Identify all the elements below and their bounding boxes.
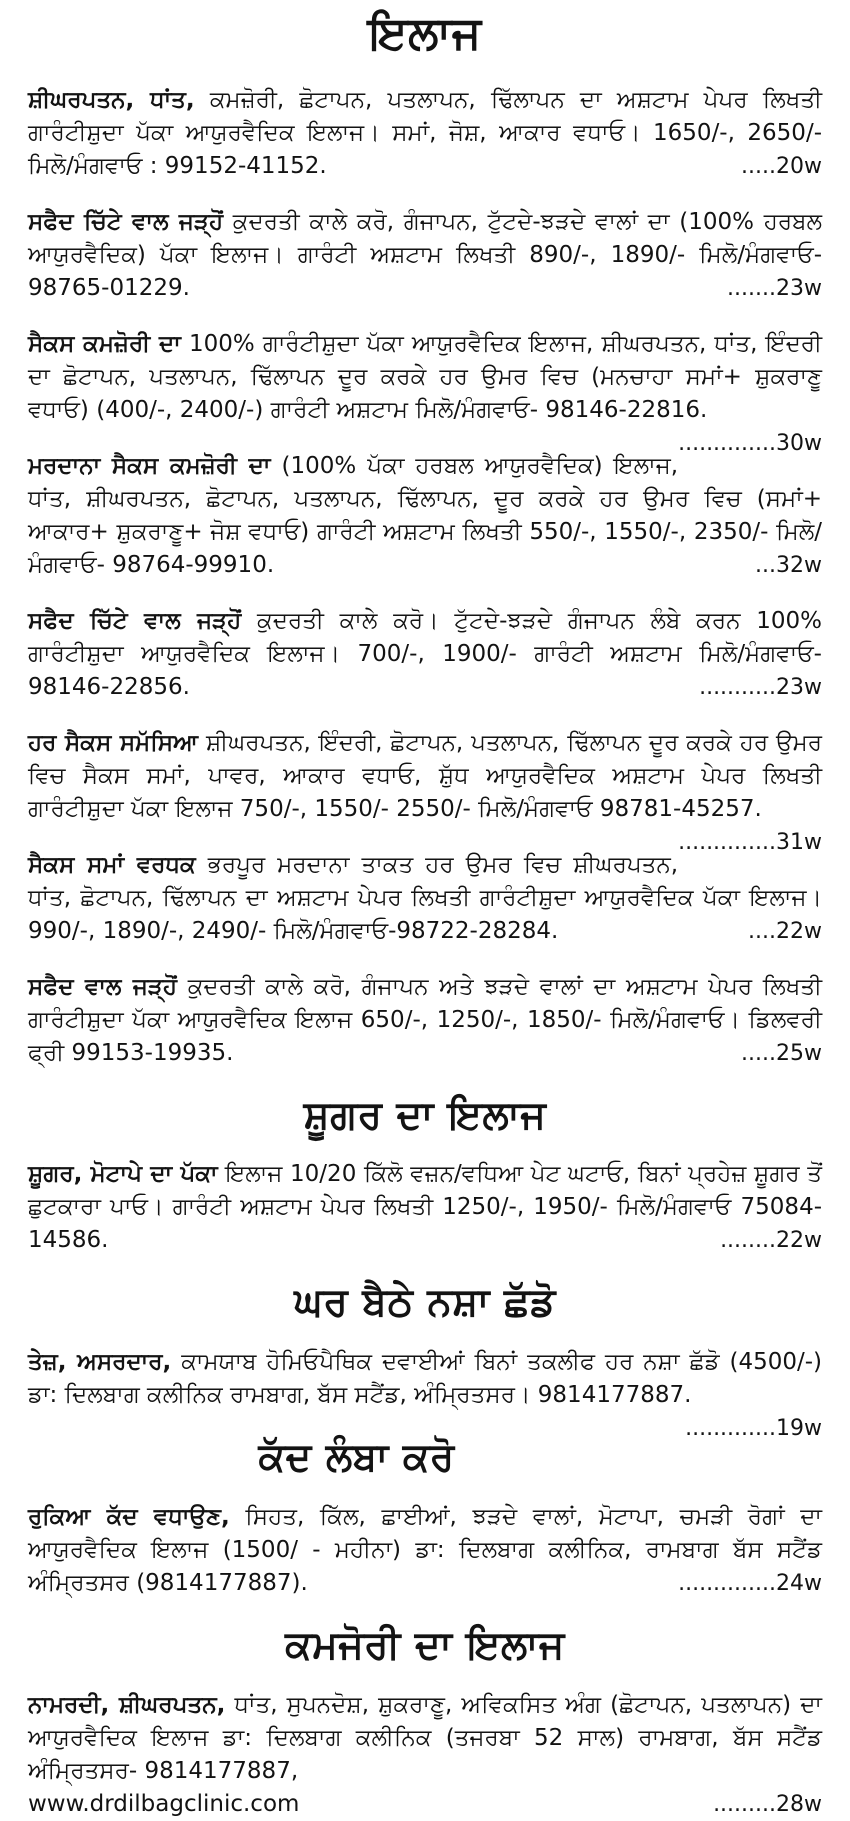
ad-word-count-tag: ........22w [720,1228,822,1254]
classified-ad [28,971,822,1070]
classified-ad [28,605,822,704]
classified-ad [28,84,822,183]
ad-lead: ਨਾਮਰਦੀ, ਸ਼ੀਘਰਪਤਨ, [28,1691,226,1718]
ad-body: ਕਾਮਯਾਬ ਹੋਮਿਓਪੈਥਿਕ ਦਵਾਈਆਂ ਬਿਨਾਂ ਤਕਲੀਫ ਹਰ ਨਸ਼ਾ ਛੱਡੋ (4500/-) ਡਾ: ਦਿਲਬਾਗ ਕਲੀਨਿਕ ਰਾਮਬਾਗ, ਬੱਸ ਸਟੈਂਡ, ਅੰਮ੍ਰਿਤਸਰ। 9814177887. [28,1349,823,1409]
ad-word-count-tag: ...32w [755,552,822,578]
ad-word-count-tag: .............19w [685,1416,822,1442]
ad-lead: ਸ਼ੂਗਰ, ਮੋਟਾਪੇ ਦਾ ਪੱਕਾ [28,1161,218,1188]
ad-lead: ਸੈਕਸ ਕਮਜ਼ੋਰੀ ਦਾ [28,330,181,357]
classified-ad [28,849,822,948]
ad-footer-row [28,1788,822,1821]
ad-lead: ਸਫੈਦ ਵਾਲ ਜੜ੍ਹੋਂ [28,973,178,1000]
ad-lead: ਸਫੈਦ ਚਿੱਟੇ ਵਾਲ ਜੜ੍ਹੋਂ [28,607,242,634]
classified-ad [28,1158,822,1257]
classified-ad [28,1689,822,1788]
ad-body: ਸ਼ੀਘਰਪਤਨ, ਇੰਦਰੀ, ਛੋਟਾਪਨ, ਪਤਲਾਪਨ, ਢਿੱਲਾਪਨ ਦੂਰ ਕਰਕੇ ਹਰ ਉਮਰ ਵਿਚ ਸੈਕਸ ਸਮਾਂ, ਪਾਵਰ, ਆਕਾਰ ਵਧਾਓ, ਸ਼ੁੱਧ ਆਯੁਰਵੈਦਿਕ ਅਸ਼ਟਾਮ ਪੇਪਰ ਲਿਖਤੀ ਗਾਰੰਟੀਸ਼ੁਦਾ ਪੱਕਾ ਇਲਾਜ 750/-, 1550/- 2550/- ਮਿਲੋ/ਮੰਗਵਾਓ 98781-45257. [28,729,823,822]
ad-lead: ਸੈਕਸ ਸਮਾਂ ਵਰਧਕ [28,851,196,878]
section-heading-quit-addiction: ਘਰ ਬੈਠੇ ਨਸ਼ਾ ਛੱਡੋ [294,1280,556,1326]
ad-word-count-tag: ....22w [748,918,822,944]
section-heading-weakness-treatment: ਕਮਜੋਰੀ ਦਾ ਇਲਾਜ [285,1623,565,1669]
ad-lead: ਮਰਦਾਨਾ ਸੈਕਸ ਕਮਜ਼ੋਰੀ ਦਾ [28,452,271,479]
ad-lead: ਤੇਜ਼, ਅਸਰਦਾਰ, [28,1349,172,1376]
ad-word-count-tag: ..............24w [678,1571,822,1597]
ad-body: 100% ਗਾਰੰਟੀਸ਼ੁਦਾ ਪੱਕਾ ਆਯੁਰਵੈਦਿਕ ਇਲਾਜ, ਸ਼ੀਘਰਪਤਨ, ਧਾਂਤ, ਇੰਦਰੀ ਦਾ ਛੋਟਾਪਨ, ਪਤਲਾਪਨ, ਢਿੱਲਾਪਨ ਦੂਰ ਕਰਕੇ ਹਰ ਉਮਰ ਵਿਚ (ਮਨਚਾਹਾ ਸਮਾਂ+ ਸ਼ੁਕਰਾਣੂ ਵਧਾਓ) (400/-, 2400/-) ਗਾਰੰਟੀ ਅਸ਼ਟਾਮ ਮਿਲੋ/ਮੰਗਵਾਓ- 98146-22816. [28,330,822,423]
ad-body: ਕੁਦਰਤੀ ਕਾਲੇ ਕਰੋ। ਟੁੱਟਦੇ-ਝੜਦੇ ਗੰਜਾਪਨ ਲੰਬੇ ਕਰਨ 100% ਗਾਰੰਟੀਸ਼ੁਦਾ ਆਯੁਰਵੈਦਿਕ ਇਲਾਜ। 700/-, 1900/- ਗਾਰੰਟੀ ਅਸ਼ਟਾਮ ਮਿਲੋ/ਮੰਗਵਾਓ- 98146-22856. [28,607,822,700]
section-heading-height-increase: ਕੱਦ ਲੰਬਾ ਕਰੋ [258,1435,455,1481]
ad-body: ਭਰਪੂਰ ਮਰਦਾਨਾ ਤਾਕਤ ਹਰ ਉਮਰ ਵਿਚ ਸ਼ੀਘਰਪਤਨ, ਧਾਂਤ, ਛੋਟਾਪਨ, ਢਿੱਲਾਪਨ ਦਾ ਅਸ਼ਟਾਮ ਪੇਪਰ ਲਿਖਤੀ ਗਾਰੰਟੀਸ਼ੁਦਾ ਆਯੁਰਵੈਦਿਕ ਪੱਕਾ ਇਲਾਜ। 990/-, 1890/-, 2490/- ਮਿਲੋ/ਮੰਗਵਾਓ-98722-28284. [28,851,822,944]
ad-body: ਸਿਹਤ, ਕਿੱਲ, ਛਾਈਆਂ, ਝੜਦੇ ਵਾਲਾਂ, ਮੋਟਾਪਾ, ਚਮੜੀ ਰੋਗਾਂ ਦਾ ਆਯੁਰਵੈਦਿਕ ਇਲਾਜ (1500/ - ਮਹੀਨਾ) ਡਾ: ਦਿਲਬਾਗ ਕਲੀਨਿਕ, ਰਾਮਬਾਗ ਬੱਸ ਸਟੈਂਡ ਅੰਮ੍ਰਿਤਸਰ (9814177887). [28,1504,823,1597]
ad-word-count-tag: .....25w [741,1040,822,1066]
ad-word-count-tag: .......23w [727,275,822,301]
ad-lead: ਸ਼ੀਘਰਪਤਨ, ਧਾਂਤ, [28,86,195,113]
ad-word-count-tag: ..............31w [678,829,822,855]
ad-body: ਕਮਜ਼ੋਰੀ, ਛੋਟਾਪਨ, ਪਤਲਾਪਨ, ਢਿੱਲਾਪਨ ਦਾ ਅਸ਼ਟਾਮ ਪੇਪਰ ਲਿਖਤੀ ਗਾਰੰਟੀਸ਼ੁਦਾ ਪੱਕਾ ਆਯੁਰਵੈਦਿਕ ਇਲਾਜ। ਸਮਾਂ, ਜੋਸ਼, ਆਕਾਰ ਵਧਾਓ। 1650/-, 2650/- ਮਿਲੋ/ਮੰਗਵਾਓ : 99152-41152. [28,86,823,179]
website-url: www.drdilbagclinic.com [28,1790,300,1817]
ad-word-count-tag: ..............30w [678,430,822,456]
ad-lead: ਸਫੈਦ ਚਿੱਟੇ ਵਾਲ ਜੜ੍ਹੋਂ [28,208,224,235]
section-heading-sugar-treatment: ਸ਼ੂਗਰ ਦਾ ਇਲਾਜ [303,1092,547,1138]
ad-body: ਇਲਾਜ 10/20 ਕਿੱਲੋ ਵਜ਼ਨ/ਵਧਿਆ ਪੇਟ ਘਟਾਓ, ਬਿਨਾਂ ਪ੍ਰਹੇਜ਼ ਸ਼ੂਗਰ ਤੋਂ ਛੁਟਕਾਰਾ ਪਾਓ। ਗਾਰੰਟੀ ਅਸ਼ਟਾਮ ਪੇਪਰ ਲਿਖਤੀ 1250/-, 1950/- ਮਿਲੋ/ਮੰਗਵਾਓ 75084-14586. [28,1161,823,1254]
ad-word-count-tag: .....20w [741,153,822,179]
ad-body: ਕੁਦਰਤੀ ਕਾਲੇ ਕਰੋ, ਗੰਜਾਪਨ, ਟੁੱਟਦੇ-ਝੜਦੇ ਵਾਲਾਂ ਦਾ (100% ਹਰਬਲ ਆਯੁਰਵੈਦਿਕ) ਪੱਕਾ ਇਲਾਜ। ਗਾਰੰਟੀ ਅਸ਼ਟਾਮ ਲਿਖਤੀ 890/-, 1890/- ਮਿਲੋ/ਮੰਗਵਾਓ- 98765-01229. [28,208,822,301]
ad-word-count-tag: .........28w [713,1791,822,1817]
classified-ad [28,1501,822,1600]
classified-ad [28,1346,823,1442]
ad-body: ਕੁਦਰਤੀ ਕਾਲੇ ਕਰੋ, ਗੰਜਾਪਨ ਅਤੇ ਝੜਦੇ ਵਾਲਾਂ ਦਾ ਅਸ਼ਟਾਮ ਪੇਪਰ ਲਿਖਤੀ ਗਾਰੰਟੀਸ਼ੁਦਾ ਪੱਕਾ ਆਯੁਰਵੈਦਿਕ ਇਲਾਜ 650/-, 1250/-, 1850/- ਮਿਲੋ/ਮੰਗਵਾਓ। ਡਿਲਵਰੀ ਫ੍ਰੀ 99153-19935. [28,973,822,1066]
ad-lead: ਰੁਕਿਆ ਕੱਦ ਵਧਾਉਣ, [28,1504,230,1531]
classified-ad [28,328,822,456]
classified-ad [28,206,822,305]
classified-ad [28,727,823,855]
classified-ad [28,450,822,582]
ad-word-count-tag: ...........23w [699,674,822,700]
ad-body: (100% ਪੱਕਾ ਹਰਬਲ ਆਯੁਰਵੈਦਿਕ) ਇਲਾਜ, ਧਾਂਤ, ਸ਼ੀਘਰਪਤਨ, ਛੋਟਾਪਨ, ਪਤਲਾਪਨ, ਢਿੱਲਾਪਨ, ਦੂਰ ਕਰਕੇ ਹਰ ਉਮਰ ਵਿਚ (ਸਮਾਂ+ ਆਕਾਰ+ ਸ਼ੁਕਰਾਣੂ+ ਜੋਸ਼ ਵਧਾਓ) ਗਾਰੰਟੀ ਅਸ਼ਟਾਮ ਲਿਖਤੀ 550/-, 1550/-, 2350/- ਮਿਲੋ/ ਮੰਗਵਾਓ- 98764-99910. [28,452,822,578]
page-title: ਇਲਾਜ [368,6,482,59]
ad-lead: ਹਰ ਸੈਕਸ ਸਮੱਸਿਆ [28,729,199,756]
ad-body: ਧਾਂਤ, ਸੁਪਨਦੋਸ਼, ਸ਼ੁਕਰਾਣੂ, ਅਵਿਕਸਿਤ ਅੰਗ (ਛੋਟਾਪਨ, ਪਤਲਾਪਨ) ਦਾ ਆਯੁਰਵੈਦਿਕ ਇਲਾਜ ਡਾ: ਦਿਲਬਾਗ ਕਲੀਨਿਕ (ਤਜਰਬਾ 52 ਸਾਲ) ਰਾਮਬਾਗ, ਬੱਸ ਸਟੈਂਡ ਅੰਮ੍ਰਿਤਸਰ- 9814177887, [28,1691,822,1784]
